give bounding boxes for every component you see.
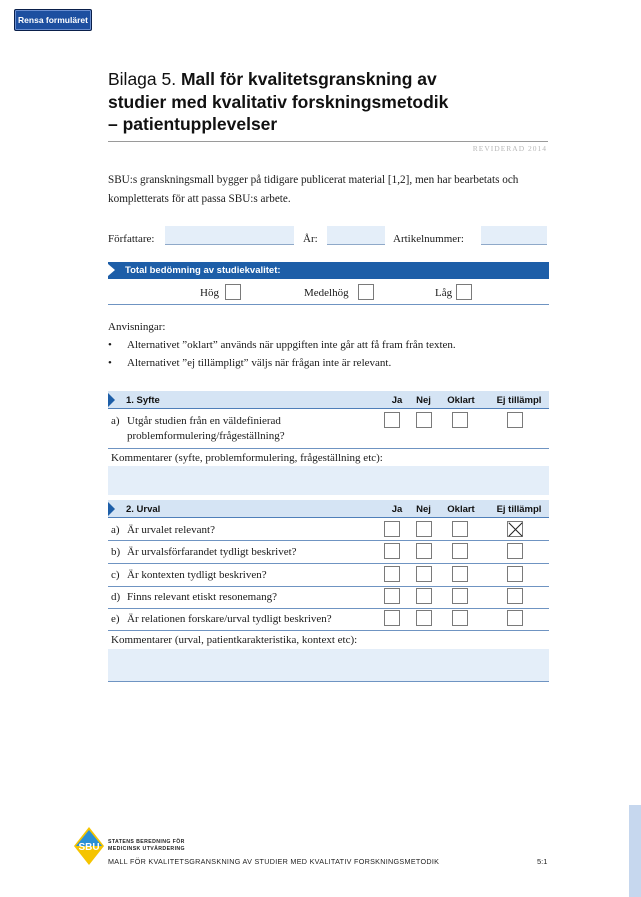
sbu-logo-icon bbox=[73, 826, 105, 866]
footer-org bbox=[108, 839, 185, 853]
footer-org-line-1: STATENS BEREDNING FÖR bbox=[108, 839, 185, 845]
question-text: Är urvalet relevant? bbox=[127, 524, 215, 536]
s2-d-ej-tillampl-checkbox[interactable] bbox=[507, 588, 523, 604]
author-field[interactable] bbox=[165, 226, 294, 245]
section-arrow-icon bbox=[108, 502, 115, 516]
quality-high-checkbox[interactable] bbox=[225, 284, 241, 300]
question-text: Är relationen forskare/urval tydligt beskriven? bbox=[127, 613, 332, 625]
question-row bbox=[108, 545, 383, 561]
section-2-title: 2. Urval bbox=[126, 504, 161, 515]
s2-d-oklart-checkbox[interactable] bbox=[452, 588, 468, 604]
s2-b-oklart-checkbox[interactable] bbox=[452, 543, 468, 559]
quality-header-label: Total bedömning av studiekvalitet: bbox=[125, 265, 281, 276]
section-2-header bbox=[108, 500, 549, 518]
quality-option-low-label: Låg bbox=[435, 287, 453, 299]
column-oklart: Oklart bbox=[447, 395, 475, 406]
instructions-title: Anvisningar: bbox=[108, 321, 166, 333]
title-line-1: Mall för kvalitetsgranskning av bbox=[180, 69, 437, 89]
column-nej: Nej bbox=[416, 395, 431, 406]
question-letter: b) bbox=[111, 546, 121, 558]
s2-b-ej-tillampl-checkbox[interactable] bbox=[507, 543, 523, 559]
year-label: År: bbox=[303, 233, 318, 245]
quality-options bbox=[108, 284, 549, 304]
s2-e-nej-checkbox[interactable] bbox=[416, 610, 432, 626]
question-letter: e) bbox=[111, 613, 120, 625]
s1-a-ja-checkbox[interactable] bbox=[384, 412, 400, 428]
s2-d-nej-checkbox[interactable] bbox=[416, 588, 432, 604]
quality-option-high-label: Hög bbox=[200, 287, 219, 299]
question-letter: c) bbox=[111, 569, 120, 581]
quality-low-checkbox[interactable] bbox=[456, 284, 472, 300]
s2-b-ja-checkbox[interactable] bbox=[384, 543, 400, 559]
article-number-label: Artikelnummer: bbox=[393, 233, 464, 245]
question-letter: a) bbox=[111, 524, 120, 536]
section-2-comment-field[interactable] bbox=[108, 649, 549, 681]
instructions bbox=[108, 318, 548, 372]
year-field[interactable] bbox=[327, 226, 385, 245]
scrollbar-thumb[interactable] bbox=[629, 805, 641, 897]
title-prefix: Bilaga 5. bbox=[108, 69, 181, 89]
section-arrow-icon bbox=[108, 264, 115, 276]
question-row bbox=[108, 612, 383, 628]
row-divider bbox=[108, 448, 549, 449]
question-text: Är kontexten tydligt beskriven? bbox=[127, 569, 267, 581]
row-divider bbox=[108, 586, 549, 587]
section-1-header bbox=[108, 391, 549, 409]
instruction-text: Alternativet ”oklart” används när uppgiften inte går att få fram från texten. bbox=[127, 339, 456, 351]
section-arrow-icon bbox=[108, 393, 115, 407]
s2-a-oklart-checkbox[interactable] bbox=[452, 521, 468, 537]
quality-header-bar bbox=[108, 262, 549, 279]
article-number-field[interactable] bbox=[481, 226, 547, 245]
column-ja: Ja bbox=[391, 504, 403, 515]
s1-a-ej-tillampl-checkbox[interactable] bbox=[507, 412, 523, 428]
bullet-icon: • bbox=[108, 339, 112, 351]
footer-org-line-2: MEDICINSK UTVÄRDERING bbox=[108, 846, 185, 852]
logo-text: SBU bbox=[78, 842, 100, 853]
question-row bbox=[108, 414, 383, 448]
s1-a-nej-checkbox[interactable] bbox=[416, 412, 432, 428]
column-ej-tillampl: Ej tillämpl bbox=[496, 395, 542, 406]
instruction-item bbox=[108, 354, 548, 372]
column-ja: Ja bbox=[391, 395, 403, 406]
instruction-text: Alternativet ”ej tillämpligt” väljs när frågan inte är relevant. bbox=[127, 357, 392, 369]
row-divider bbox=[108, 630, 549, 631]
title-line-2: studier med kvalitativ forskningsmetodik bbox=[108, 91, 449, 112]
author-label: Författare: bbox=[108, 233, 155, 245]
row-divider bbox=[108, 563, 549, 564]
column-nej: Nej bbox=[416, 504, 431, 515]
s2-d-ja-checkbox[interactable] bbox=[384, 588, 400, 604]
question-letter: a) bbox=[111, 415, 120, 427]
s2-b-nej-checkbox[interactable] bbox=[416, 543, 432, 559]
meta-row bbox=[108, 226, 548, 248]
s2-c-ej-tillampl-checkbox[interactable] bbox=[507, 566, 523, 582]
section-1-title: 1. Syfte bbox=[126, 395, 160, 406]
s2-a-ej-tillampl-checkbox[interactable] bbox=[507, 521, 523, 537]
bullet-icon: • bbox=[108, 357, 112, 369]
section-2-bottom-divider bbox=[108, 681, 549, 682]
footer-page-number: 5:1 bbox=[537, 857, 548, 866]
revised-label: REVIDERAD 2014 bbox=[472, 144, 547, 153]
section-1-comment-field[interactable] bbox=[108, 466, 549, 495]
question-letter: d) bbox=[111, 591, 121, 603]
quality-medium-checkbox[interactable] bbox=[358, 284, 374, 300]
section-2-comment-label: Kommentarer (urval, patientkarakteristika, kontext etc): bbox=[111, 634, 358, 646]
s2-c-oklart-checkbox[interactable] bbox=[452, 566, 468, 582]
question-text: Är urvalsförfarandet tydligt beskrivet? bbox=[127, 546, 297, 558]
question-row bbox=[108, 590, 383, 606]
title-divider bbox=[108, 141, 548, 142]
s2-a-nej-checkbox[interactable] bbox=[416, 521, 432, 537]
column-ej-tillampl: Ej tillämpl bbox=[496, 504, 542, 515]
s1-a-oklart-checkbox[interactable] bbox=[452, 412, 468, 428]
footer-document-title: MALL FÖR KVALITETSGRANSKNING AV STUDIER MED KVALITATIV FORSKNINGSMETODIK bbox=[108, 857, 440, 866]
s2-a-ja-checkbox[interactable] bbox=[384, 521, 400, 537]
title-line-3: – patientupplevelser bbox=[108, 114, 278, 134]
question-row bbox=[108, 523, 383, 539]
instruction-item bbox=[108, 336, 548, 354]
s2-e-ja-checkbox[interactable] bbox=[384, 610, 400, 626]
column-oklart: Oklart bbox=[447, 504, 475, 515]
question-row bbox=[108, 568, 383, 584]
s2-c-ja-checkbox[interactable] bbox=[384, 566, 400, 582]
s2-c-nej-checkbox[interactable] bbox=[416, 566, 432, 582]
question-text: Utgår studien från en väldefinierad problemformulering/frågeställning? bbox=[127, 415, 285, 442]
reset-form-button[interactable]: Rensa formuläret bbox=[14, 9, 92, 31]
question-text: Finns relevant etiskt resonemang? bbox=[127, 591, 277, 603]
s2-e-ej-tillampl-checkbox[interactable] bbox=[507, 610, 523, 626]
intro-text: SBU:s granskningsmall bygger på tidigare publicerat material [1,2], men har bearbetats och kompletterats för att passa SBU:s arbete. bbox=[108, 174, 519, 205]
row-divider bbox=[108, 540, 549, 541]
quality-divider bbox=[108, 304, 549, 305]
page-title bbox=[108, 68, 548, 136]
quality-option-medium-label: Medelhög bbox=[304, 287, 349, 299]
s2-e-oklart-checkbox[interactable] bbox=[452, 610, 468, 626]
section-1-comment-label: Kommentarer (syfte, problemformulering, frågeställning etc): bbox=[111, 452, 383, 464]
row-divider bbox=[108, 608, 549, 609]
